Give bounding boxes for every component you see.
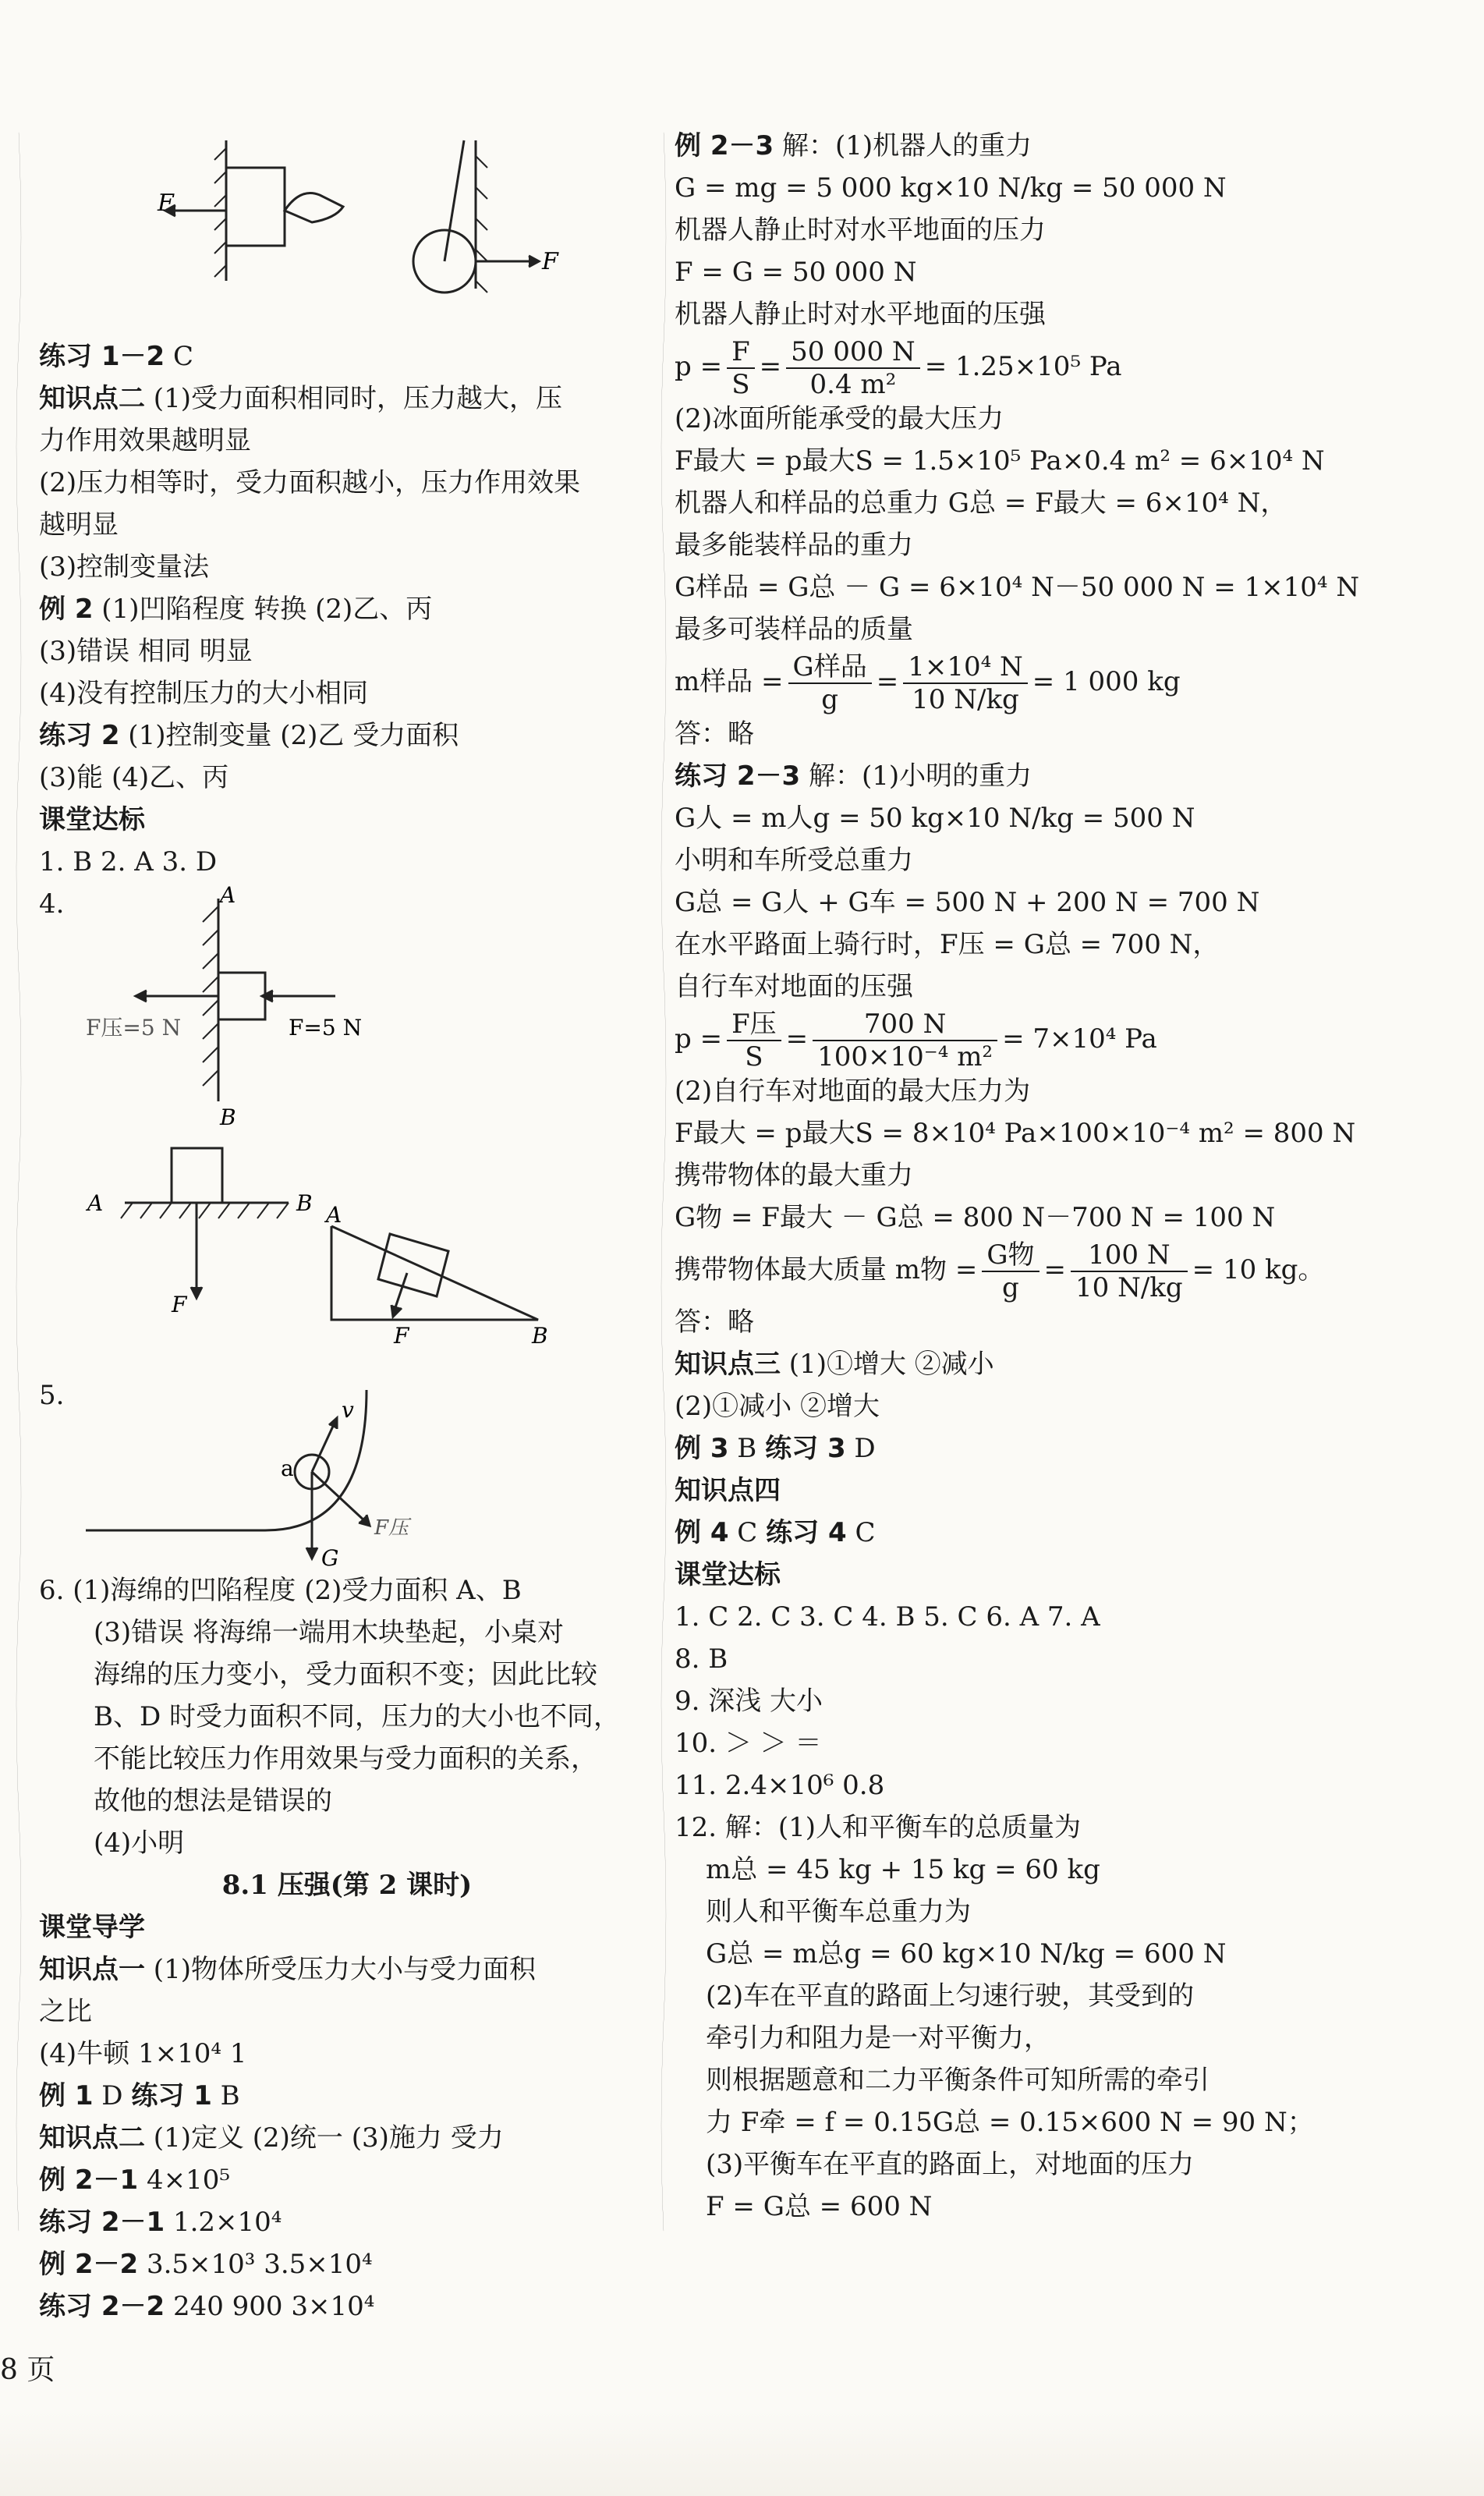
line-text: 携带物体的最大重力: [675, 1160, 913, 1191]
q6-line: (3)错误 将海绵一端用木块垫起，小桌对: [94, 1617, 564, 1648]
text-line: [675, 1554, 1298, 1596]
eq-fraction: [788, 651, 872, 715]
text-line: [39, 504, 655, 546]
eq-lhs: p =: [675, 1023, 723, 1055]
q5-label: 5.: [39, 1380, 65, 1411]
line-text: (2)自行车对地面的最大压力为: [675, 1076, 1031, 1107]
line-text: 11. 2.4×10⁶ 0.8: [675, 1770, 885, 1801]
keyword: 例 4: [675, 1517, 729, 1548]
line-text: 8. B: [675, 1643, 728, 1675]
left-margin-wave: [12, 133, 25, 2231]
line-text: (1)凹陷程度 转换 (2)乙、丙: [93, 594, 433, 625]
line-text: 最多可装样品的质量: [675, 614, 913, 645]
q4-label-a: A: [220, 882, 236, 908]
text-line: [675, 1427, 1298, 1470]
q4b-label-f2: F: [394, 1323, 409, 1349]
line-text: B: [211, 2080, 240, 2111]
line-text: G总 = G人 + G车 = 500 N + 200 N = 700 N: [675, 887, 1260, 918]
text-line: [39, 757, 655, 799]
line-text: G = mg = 5 000 kg×10 N/kg = 50 000 N: [675, 172, 1227, 204]
line-text: (4)没有控制压力的大小相同: [39, 678, 369, 709]
keyword: 练习 2－1: [39, 2207, 165, 2238]
page-bottom: [0, 2410, 1484, 2496]
line-text: (4)牛顿 1×10⁴ 1: [39, 2038, 247, 2069]
eq-denominator: 10 N/kg: [912, 684, 1019, 715]
keyword: 课堂导学: [39, 1912, 145, 1943]
eq-denominator: g: [821, 684, 839, 715]
left-column: [39, 125, 655, 2328]
q6-answer: [39, 1569, 655, 1864]
line-text: D: [93, 2080, 132, 2111]
line-text: G总 = m总g = 60 kg×10 N/kg = 600 N: [706, 1938, 1227, 1970]
center-margin-wave: [657, 133, 670, 2231]
text-line: [39, 462, 655, 504]
line-text: (3)平衡车在平直的路面上，对地面的压力: [706, 2149, 1195, 2180]
text-line: [675, 167, 1298, 209]
line-text: 之比: [39, 1996, 92, 2027]
keyword: 练习 1: [131, 2080, 212, 2111]
eq-equals: =: [785, 1023, 809, 1055]
eq-fraction: [903, 651, 1028, 715]
text-line: [675, 2017, 1298, 2059]
figure-q5-track: [39, 1374, 655, 1569]
text-line: [675, 1596, 1298, 1638]
keyword: 练习 2: [39, 720, 120, 751]
keyword: 例 2－1: [39, 2164, 139, 2196]
text-line: [675, 1070, 1298, 1112]
line-text: 解：(1)小明的重力: [800, 760, 1032, 792]
line-text: 4×10⁵: [138, 2164, 230, 2196]
q4b-label-f: F: [172, 1292, 187, 1317]
keyword: 例 2－2: [39, 2249, 139, 2280]
text-line: [675, 440, 1325, 482]
q5-label-fp: F压: [374, 1516, 409, 1540]
line-text: 则人和平衡车总重力为: [706, 1896, 971, 1927]
line-text: F最大 = p最大S = 1.5×10⁵ Pa×0.4 m² = 6×10⁴ N: [675, 445, 1325, 477]
line-text: 力 F牵 = f = 0.15G总 = 0.15×600 N = 90 N；: [706, 2107, 1314, 2138]
line-text: 10. ＞ ＞ ＝: [675, 1728, 822, 1759]
right-column: [675, 125, 1360, 2228]
line-text: 9. 深浅 大小: [675, 1686, 823, 1717]
line-text: G人 = m人g = 50 kg×10 N/kg = 500 N: [675, 803, 1195, 834]
page-number: 8 页: [0, 2354, 55, 2386]
equation-bike-pressure: [675, 1008, 1298, 1070]
line-text: (1)控制变量 (2)乙 受力面积: [119, 720, 459, 751]
text-line: [675, 881, 1298, 924]
keyword: 知识点二: [39, 2122, 145, 2154]
line-text: (2)冰面所能承受的最大压力: [675, 403, 1004, 434]
figure-q4-wall: [39, 882, 655, 1130]
text-line: [39, 2117, 655, 2159]
q4-label-b: B: [220, 1104, 236, 1130]
text-line: [675, 125, 1298, 167]
q6-line: 故他的想法是错误的: [94, 1785, 332, 1817]
fig1-label-f2: F: [542, 248, 558, 275]
line-text: 最多能装样品的重力: [675, 530, 913, 561]
q4b-label-b2: B: [532, 1323, 548, 1349]
text-line: [675, 1806, 1298, 1849]
text-line: [675, 482, 1298, 524]
text-line: [675, 1512, 1298, 1554]
line-text: F = G总 = 600 N: [706, 2191, 933, 2222]
line-text: m总 = 45 kg + 15 kg = 60 kg: [706, 1854, 1100, 1885]
q4-label-fp: F压=5 N: [86, 1015, 182, 1041]
line-text: 牵引力和阻力是一对平衡力，: [706, 2023, 1050, 2054]
text-line: [675, 1933, 1298, 1975]
text-line: [675, 924, 1298, 966]
line-text: B: [728, 1433, 766, 1464]
line-text: (1)受力面积相同时，压力越大，压: [145, 383, 562, 414]
line-text: 12. 解：(1)人和平衡车的总质量为: [675, 1812, 1082, 1843]
q4b-label-a: A: [87, 1190, 104, 1216]
keyword: 知识点一: [39, 1954, 145, 1985]
q6-line: B、D 时受力面积不同，压力的大小也不同，: [94, 1701, 621, 1732]
keyword: 例 2: [39, 594, 94, 625]
text-line: [675, 566, 1360, 608]
text-line: [39, 2285, 655, 2328]
line-text: (2)车在平直的路面上匀速行驶，其受到的: [706, 1980, 1195, 2012]
text-line: [675, 1385, 1298, 1427]
text-line: [675, 524, 1298, 566]
line-text: 则根据题意和二力平衡条件可知所需的牵引: [706, 2065, 1210, 2096]
line-text: C: [728, 1517, 767, 1548]
text-line: [675, 2186, 1298, 2228]
q4b-label-b: B: [296, 1190, 313, 1216]
text-line: [675, 608, 1298, 651]
keyword: 练习 2－3: [675, 760, 801, 792]
eq-fraction: [813, 1009, 997, 1072]
line-text: (3)能 (4)乙、丙: [39, 762, 229, 793]
text-line: [675, 797, 1298, 839]
eq-denominator: 0.4 m²: [809, 369, 897, 400]
text-line: [39, 378, 655, 420]
eq-numerator: F: [727, 336, 755, 369]
eq-result: = 1 000 kg: [1032, 666, 1181, 697]
line-text: C: [165, 341, 193, 372]
q6-line: 海绵的压力变小，受力面积不变；因此比较: [94, 1659, 597, 1690]
q4-label: 4.: [39, 888, 65, 920]
q4-label-f: F=5 N: [289, 1015, 363, 1041]
eq-numerator: 100 N: [1071, 1239, 1188, 1272]
text-line: [39, 799, 655, 841]
q4b-label-a2: A: [326, 1202, 342, 1228]
line-text: 力作用效果越明显: [39, 425, 251, 456]
text-line: [675, 966, 1298, 1008]
text-line: [675, 2101, 1314, 2143]
line-text: D: [845, 1433, 876, 1464]
eq-numerator: G物: [982, 1239, 1039, 1272]
text-line: [39, 1948, 655, 1991]
line-text: 3.5×10³ 3.5×10⁴: [138, 2249, 373, 2280]
keyword: 例 2－3: [675, 130, 774, 161]
text-line: [675, 1638, 1298, 1680]
eq-denominator: S: [731, 369, 750, 400]
line-text: 机器人和样品的总重力 G总 = F最大 = 6×10⁴ N，: [675, 488, 1287, 519]
line-text: G样品 = G总 － G = 6×10⁴ N－50 000 N = 1×10⁴ N: [675, 572, 1360, 603]
keyword: 课堂达标: [675, 1559, 781, 1590]
right-block-a: [675, 125, 1298, 335]
line-text: 自行车对地面的压强: [675, 971, 913, 1002]
line-text: (3)控制变量法: [39, 551, 210, 583]
text-line: [675, 1764, 1298, 1806]
line-text: (2)①减小 ②增大: [675, 1391, 880, 1422]
keyword: 例 1: [39, 2080, 94, 2111]
line-text: (2)压力相等时，受力面积越小，压力作用效果: [39, 467, 581, 498]
q5-label-g: G: [321, 1545, 339, 1571]
text-line: [675, 209, 1298, 251]
text-line: [39, 2033, 655, 2075]
eq-numerator: 50 000 N: [786, 336, 920, 369]
q5-label-v: v: [342, 1397, 354, 1423]
line-text: (1)物体所受压力大小与受力面积: [145, 1954, 536, 1985]
line-text: 解：(1)机器人的重力: [774, 130, 1032, 161]
text-line: [675, 1975, 1298, 2017]
keyword: 练习 1－2: [39, 341, 165, 372]
eq-fraction: [727, 336, 755, 400]
keyword: 练习 3: [765, 1433, 846, 1464]
eq-denominator: 10 N/kg: [1075, 1272, 1183, 1303]
line-text: F最大 = p最大S = 8×10⁴ Pa×100×10⁻⁴ m² = 800 N: [675, 1118, 1356, 1149]
text-line: [39, 630, 655, 672]
line-text: 机器人静止时对水平地面的压力: [675, 214, 1046, 246]
text-line: [39, 2243, 655, 2285]
line-text: 1. C 2. C 3. C 4. B 5. C 6. A 7. A: [675, 1601, 1100, 1633]
eq-numerator: F压: [727, 1009, 781, 1041]
keyword: 知识点四: [675, 1475, 781, 1506]
equation-sample-mass: [675, 651, 1298, 713]
text-line: [675, 251, 1298, 293]
text-line: [39, 714, 655, 757]
line-text: 240 900 3×10⁴: [165, 2291, 375, 2322]
eq-denominator: g: [1002, 1272, 1019, 1303]
text-line: [675, 1197, 1298, 1239]
text-line: [675, 398, 1298, 440]
text-line: [39, 588, 655, 630]
eq-fraction: [982, 1239, 1039, 1303]
text-line: [39, 1991, 655, 2033]
keyword: 例 3: [675, 1433, 729, 1464]
text-line: [39, 335, 655, 378]
text-line: [39, 672, 655, 714]
text-line: [675, 293, 1298, 335]
equation-max-mass: [675, 1239, 1325, 1303]
line-text: 1. B 2. A 3. D: [39, 846, 218, 878]
line-text: (3)错误 相同 明显: [39, 636, 253, 667]
text-line: [675, 755, 1298, 797]
q6-line: 不能比较压力作用效果与受力面积的关系，: [94, 1743, 597, 1774]
text-line: [675, 839, 1298, 881]
text-line: [675, 1343, 1298, 1385]
line-text: 小明和车所受总重力: [675, 845, 913, 876]
eq-numerator: G样品: [788, 651, 872, 684]
keyword: 知识点三: [675, 1349, 781, 1380]
right-block-c: [675, 713, 1298, 1008]
eq-lhs: 携带物体最大质量 m物 =: [675, 1254, 978, 1285]
figure-q4-floor-slope: [39, 1117, 655, 1374]
eq-result: = 10 kg。: [1192, 1254, 1325, 1285]
text-line: [675, 2059, 1298, 2101]
keyword: 课堂达标: [39, 804, 145, 835]
text-line: [39, 420, 655, 462]
text-line: [39, 2075, 655, 2117]
eq-equals: =: [876, 666, 899, 697]
eq-numerator: 1×10⁴ N: [903, 651, 1028, 684]
equation-pressure-robot: [675, 335, 1298, 398]
text-line: [675, 1112, 1356, 1154]
text-line: [675, 1891, 1298, 1933]
figure-wall-forces: [39, 125, 655, 335]
text-line: [675, 1680, 1298, 1722]
text-line: [675, 1849, 1298, 1891]
eq-equals: =: [759, 351, 782, 382]
fig1-label-f: F: [158, 190, 174, 217]
eq-denominator: S: [745, 1041, 763, 1072]
left-answer-lines: [39, 335, 655, 883]
line-text: 答：略: [675, 718, 754, 750]
keyword: 练习 4: [766, 1517, 847, 1548]
keyword: 知识点二: [39, 383, 145, 414]
line-text: (1)①增大 ②减小: [781, 1349, 994, 1380]
text-line: [675, 1154, 1298, 1197]
text-line: [675, 2143, 1298, 2186]
line-text: G物 = F最大 － G总 = 800 N－700 N = 100 N: [675, 1202, 1276, 1233]
eq-numerator: 700 N: [813, 1009, 997, 1041]
line-text: 机器人静止时对水平地面的压强: [675, 299, 1046, 330]
line-text: F = G = 50 000 N: [675, 257, 917, 288]
right-block-b: [675, 398, 1360, 651]
q6-line: 6. (1)海绵的凹陷程度 (2)受力面积 A、B: [39, 1575, 522, 1606]
eq-equals: =: [1043, 1254, 1067, 1285]
eq-result: = 1.25×10⁵ Pa: [924, 351, 1122, 382]
eq-denominator: 100×10⁻⁴ m²: [817, 1041, 993, 1072]
text-line: [39, 841, 655, 883]
text-line: [675, 1470, 1298, 1512]
q6-line: (4)小明: [94, 1828, 185, 1859]
text-line: [39, 1906, 655, 1948]
line-text: C: [846, 1517, 876, 1548]
left-answer-lines-2: [39, 1906, 655, 2328]
text-line: [39, 546, 655, 588]
text-line: [675, 713, 1298, 755]
line-text: 在水平路面上骑行时，F压 = G总 = 700 N，: [675, 929, 1220, 960]
line-text: (1)定义 (2)统一 (3)施力 受力: [145, 2122, 504, 2154]
eq-lhs: p =: [675, 351, 723, 382]
eq-fraction: [1071, 1239, 1188, 1303]
right-block-e: [675, 1301, 1314, 2228]
q5-label-a: a: [281, 1455, 294, 1481]
section-title: 8.1 压强(第 2 课时): [221, 1870, 473, 1901]
text-line: [675, 1722, 1298, 1764]
text-line: [39, 2201, 655, 2243]
eq-fraction: [727, 1009, 781, 1072]
keyword: 练习 2－2: [39, 2291, 165, 2322]
line-text: 1.2×10⁴: [165, 2207, 282, 2238]
line-text: 越明显: [39, 509, 119, 541]
eq-fraction: [786, 336, 920, 400]
right-block-d: [675, 1070, 1356, 1239]
line-text: 答：略: [675, 1306, 754, 1338]
text-line: [39, 2159, 655, 2201]
text-line: [675, 1301, 1298, 1343]
eq-result: = 7×10⁴ Pa: [1002, 1023, 1157, 1055]
eq-lhs: m样品 =: [675, 666, 784, 697]
